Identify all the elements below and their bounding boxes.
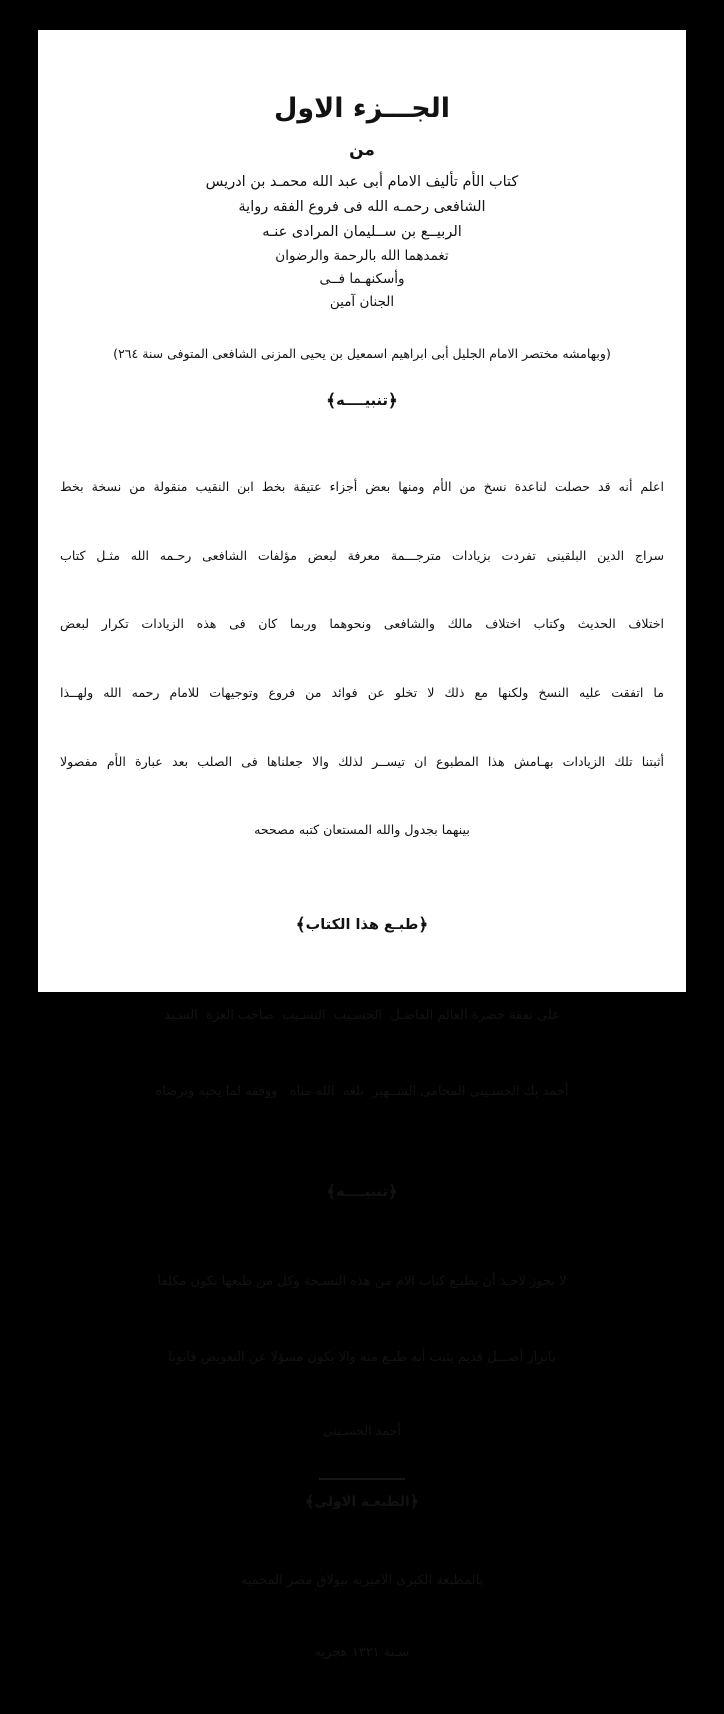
title-lines bbox=[38, 170, 686, 314]
edition-statement bbox=[38, 1492, 686, 1511]
notice-two-heading-text: تنبيــــه bbox=[336, 1183, 388, 1200]
title-block bbox=[38, 92, 686, 314]
press-year-line: سـنة ١٣٢١ هجريه bbox=[314, 1645, 410, 1661]
notice-two-line-1: لا يجوز لاحـد أن يطبـع كتاب الام من هذه النسـخة وكل من طبعها يكون مكلفا bbox=[157, 1274, 567, 1290]
notice-one-line-3: اختلاف الحديث وكتاب اختلاف مالك والشافعى ونحوهما وربما كان فى هذه الزيادات تكرار لبعض bbox=[60, 616, 664, 632]
title-page-content bbox=[38, 30, 686, 1661]
volume-title: الجـــزء الاول bbox=[273, 93, 451, 124]
printing-section-heading bbox=[38, 914, 686, 938]
marginal-commentary-note: (وبهامشه مختصر الامام الجليل أبى ابراهيم اسمعيل بن يحيى المزنى الشافعى المتوفى سنة ٢٦٤) bbox=[113, 346, 611, 362]
patron-line-2: أحمد بك الحسـينى المحامى الشــهير بلغه الله مناه ووفقه لما يحبه ويرضاه bbox=[155, 1083, 569, 1099]
notice-one-line-6: بينهما بجدول والله المستعان كتبه مصححه bbox=[254, 822, 470, 838]
notice-one-heading bbox=[38, 390, 686, 414]
ornament-bracket-open-icon: ﴿ bbox=[387, 391, 398, 412]
title-line-4: تغمدهما الله بالرحمة والرضوان bbox=[275, 247, 449, 264]
ornament-bracket-close-icon: ﴾ bbox=[295, 915, 306, 936]
printing-section-heading-text: طبـع هذا الكتاب bbox=[305, 917, 419, 934]
patron-line-1: على نفقة حضرة العالم الفاضـل الحسـيب النسـيب صاحب العزة السـيد bbox=[164, 1007, 560, 1023]
from-word: من bbox=[349, 139, 375, 160]
edition-statement-text: الطبعـة الاولى bbox=[314, 1494, 410, 1511]
notice-one-heading-text: تنبيــــه bbox=[336, 393, 388, 410]
notice-two-body bbox=[38, 1218, 686, 1421]
notice-one-line-1: اعلم أنه قد حصلت لناعدة نسخ من الأم ومنها بعض أجزاء عتيقة بخط ابن النقيب منقولة من نسخة بخط bbox=[60, 478, 664, 494]
ornament-bracket-close-icon: ﴾ bbox=[304, 1492, 315, 1512]
title-line-3: الربيــع بن ســليمان المرادى عنـه bbox=[262, 223, 462, 240]
title-line-2: الشافعى رحمـه الله فى فروع الفقه رواية bbox=[238, 198, 486, 215]
title-line-1: كتاب الأم تأليف الامام أبى عبد الله محمـد بن ادريس bbox=[205, 173, 519, 190]
title-line-5: وأسكنهـما فــى bbox=[319, 270, 405, 287]
ornament-bracket-close-icon: ﴾ bbox=[326, 391, 337, 412]
title-line-6: الجنان آمين bbox=[329, 294, 395, 310]
ornament-bracket-open-icon: ﴿ bbox=[418, 915, 429, 936]
notice-one-body bbox=[60, 430, 664, 888]
notice-one-line-4: ما اتفقت عليه النسخ ولكنها مع ذلك لا تخلو عن فوائد من فروع وتوجيهات للامام رحمه الله ولهــذا bbox=[60, 684, 664, 700]
notice-two-signature: أحمد الحسـينى bbox=[323, 1423, 401, 1439]
ornament-bracket-open-icon: ﴿ bbox=[387, 1181, 398, 1202]
notice-one-line-2: سراج الدين البلقينى تفردت بزيادات مترجـــمة معرفة لبعض مؤلفات الشافعى رحـمه الله مثـل كتاب bbox=[60, 547, 664, 563]
press-imprint bbox=[38, 1521, 686, 1713]
printing-section-body bbox=[38, 952, 686, 1155]
page-sheet bbox=[38, 30, 686, 1661]
horizontal-rule-divider bbox=[319, 1478, 405, 1480]
press-name-line: بالمطبعة الكبرى الاميريه ببولاق مصر المحميه bbox=[240, 1573, 484, 1589]
notice-two-line-2: بابراز أصـــل قديم يثبت أنه طبـع منه والا يكون مسؤلا عن التعويض قانونا bbox=[168, 1350, 556, 1366]
notice-two-heading bbox=[38, 1181, 686, 1205]
ornament-bracket-open-icon: ﴿ bbox=[409, 1492, 420, 1512]
ornament-bracket-close-icon: ﴾ bbox=[326, 1181, 337, 1202]
notice-one-line-5: أثبتنا تلك الزيادات بهـامش هذا المطبوع ان تيســر لذلك والا جعلناها فى الصلب بعد عبارة الأم مفصولا bbox=[60, 753, 664, 769]
